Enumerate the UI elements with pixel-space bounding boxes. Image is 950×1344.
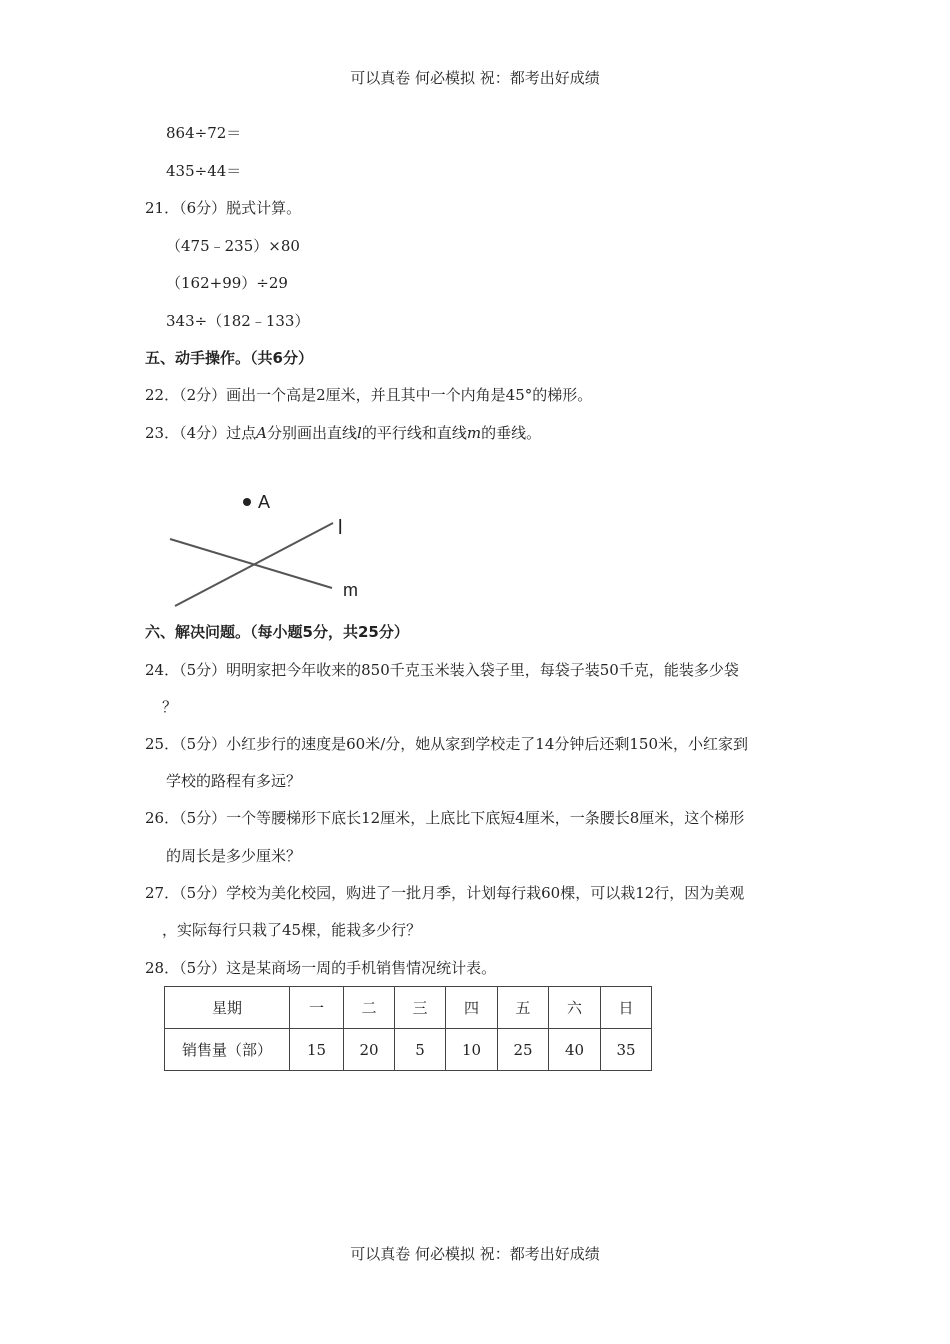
question-27-line-1: 27．（5分）学校为美化校园，购进了一批月季，计划每行栽60棵，可以栽12行，因为美观 [145,884,745,902]
table-cell-day: 二 [344,987,395,1029]
question-22: 22．（2分）画出一个高是2厘米，并且其中一个内角是45°的梯形。 [145,386,593,404]
question-23-line-m: m [466,424,482,442]
question-24-line-1: 24．（5分）明明家把今年收来的850千克玉米装入袋子里，每袋子装50千克，能装多少袋 [145,661,739,679]
table-row-sales [165,1029,652,1071]
table-cell-day: 三 [395,987,446,1029]
sales-table [164,986,652,1071]
question-23-line-l: l [357,424,362,442]
point-a-dot [243,498,251,506]
question-26-line-1: 26．（5分）一个等腰梯形下底长12厘米，上底比下底短4厘米，一条腰长8厘米，这个梯形 [145,809,745,827]
question-25-line-1: 25．（5分）小红步行的速度是60米/分，她从家到学校走了14分钟后还剩150米，小红家到 [145,735,748,753]
question-23-prefix: 23．（4分）过点 [145,424,257,442]
question-21-item-c: 343÷（182﹣133） [166,312,310,330]
table-cell-sales: 35 [601,1029,652,1071]
question-25-line-2: 学校的路程有多远？ [166,772,302,790]
question-23-point-a: A [256,424,267,442]
table-cell-day: 五 [498,987,549,1029]
line-m [170,539,332,588]
section-6-heading: 六、解决问题。（每小题5分，共25分） [145,623,409,641]
table-cell-sales: 25 [498,1029,549,1071]
question-23 [145,423,541,443]
question-24-line-2: ？ [162,698,178,716]
page-header: 可以真卷 何必模拟 祝：都考出好成绩 [350,69,600,87]
question-28: 28．（5分）这是某商场一周的手机销售情况统计表。 [145,959,497,977]
line-m-label: m [343,580,358,600]
point-a-label: A [258,492,271,512]
line-l-label: l [338,517,343,539]
table-cell-sales: 40 [549,1029,601,1071]
question-21: 21．（6分）脱式计算。 [145,199,302,217]
page-footer: 可以真卷 何必模拟 祝：都考出好成绩 [350,1245,600,1263]
question-23-mid1: 分别画出直线 [266,424,357,442]
table-header-weekday: 星期 [165,987,290,1029]
question-21-item-b: （162+99）÷29 [166,274,288,292]
question-21-item-a: （475﹣235）×80 [166,237,300,255]
table-cell-sales: 10 [446,1029,498,1071]
table-cell-day: 一 [290,987,344,1029]
question-23-suffix: 的垂线。 [481,424,542,442]
table-row-days [165,987,652,1029]
lines-figure [160,482,380,614]
table-cell-sales: 20 [344,1029,395,1071]
table-cell-day: 六 [549,987,601,1029]
question-26-line-2: 的周长是多少厘米？ [166,847,302,865]
table-header-sales: 销售量（部） [165,1029,290,1071]
table-cell-day: 日 [601,987,652,1029]
question-23-mid2: 的平行线和直线 [361,424,467,442]
calc-line-435: 435÷44＝ [166,162,242,180]
table-cell-sales: 15 [290,1029,344,1071]
table-cell-day: 四 [446,987,498,1029]
section-5-heading: 五、动手操作。（共6分） [145,349,313,367]
table-cell-sales: 5 [395,1029,446,1071]
calc-line-864: 864÷72＝ [166,124,242,142]
question-27-line-2: ，实际每行只栽了45棵，能栽多少行？ [162,921,422,939]
